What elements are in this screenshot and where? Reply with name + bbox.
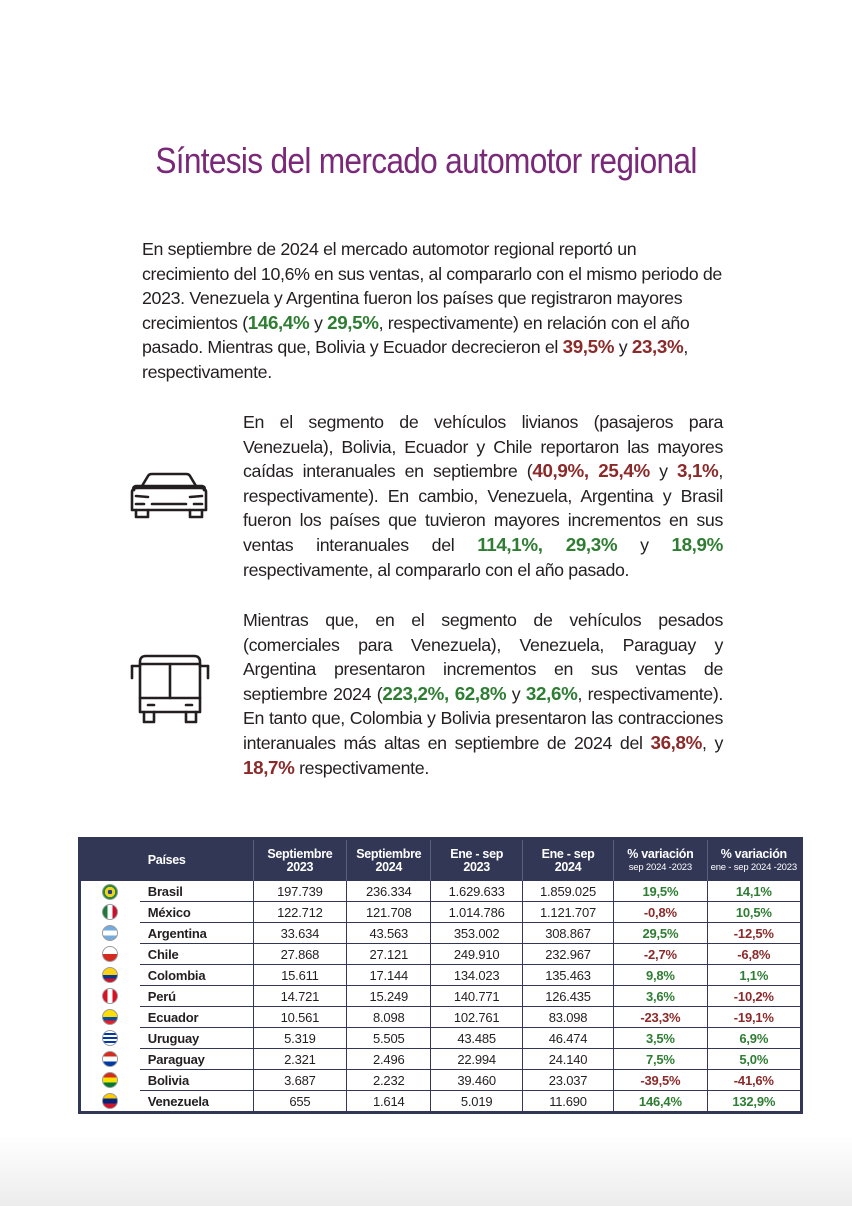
flag-icon bbox=[102, 1051, 118, 1067]
country-cell: México bbox=[140, 902, 253, 923]
country-cell: Perú bbox=[140, 986, 253, 1007]
header-label: 2023 bbox=[286, 859, 314, 874]
table-row bbox=[80, 1007, 802, 1028]
table-row bbox=[80, 986, 802, 1007]
variation-sep-cell: 146,4% bbox=[614, 1091, 707, 1113]
ene-sep-2024-cell: 83.098 bbox=[522, 1007, 613, 1028]
car-icon bbox=[128, 472, 210, 520]
header-label: 2024 bbox=[554, 859, 582, 874]
heavy-text: y bbox=[506, 683, 526, 704]
flag-icon bbox=[102, 925, 118, 941]
flag-cell bbox=[80, 965, 140, 986]
light-text: En el segmento de vehículos livianos (pasajeros para Venezuela), Bolivia, Ecuador y Chile reportaron las mayores caídas interanuales en septiembre ( bbox=[243, 412, 723, 482]
sep-2024-cell: 121.708 bbox=[347, 902, 431, 923]
variation-ene-sep-cell: -12,5% bbox=[707, 923, 801, 944]
flag-icon bbox=[102, 967, 118, 983]
light-text: , respectivamente). En cambio, Venezuela, Argentina y Brasil fueron los países que tuvieron mayores incrementos en sus ventas interanuales del bbox=[243, 461, 723, 555]
variation-ene-sep-cell: -19,1% bbox=[707, 1007, 801, 1028]
flag-cell bbox=[80, 1070, 140, 1091]
heavy-value: 36,8% bbox=[650, 731, 702, 753]
flag-icon bbox=[102, 904, 118, 920]
flag-cell bbox=[80, 1049, 140, 1070]
flag-cell bbox=[80, 1007, 140, 1028]
flag-icon bbox=[102, 1093, 118, 1109]
variation-ene-sep-cell: -41,6% bbox=[707, 1070, 801, 1091]
table-row bbox=[80, 1070, 802, 1091]
country-cell: Paraguay bbox=[140, 1049, 253, 1070]
light-vehicles-paragraph bbox=[243, 410, 723, 582]
ene-sep-2024-cell: 23.037 bbox=[522, 1070, 613, 1091]
header-label: % variación bbox=[720, 846, 787, 861]
ene-sep-2024-cell: 135.463 bbox=[522, 965, 613, 986]
variation-sep-cell: 9,8% bbox=[614, 965, 707, 986]
light-value: 40,9%, 25,4% bbox=[532, 460, 650, 482]
variation-sep-cell: 3,6% bbox=[614, 986, 707, 1007]
flag-cell bbox=[80, 944, 140, 965]
header-sep-2023 bbox=[253, 839, 346, 882]
variation-ene-sep-cell: 5,0% bbox=[707, 1049, 801, 1070]
variation-sep-cell: 3,5% bbox=[614, 1028, 707, 1049]
table-row bbox=[80, 923, 802, 944]
ene-sep-2024-cell: 1.121.707 bbox=[522, 902, 613, 923]
sep-2023-cell: 655 bbox=[253, 1091, 346, 1113]
country-cell: Colombia bbox=[140, 965, 253, 986]
sep-2023-cell: 15.611 bbox=[253, 965, 346, 986]
sep-2024-cell: 236.334 bbox=[347, 881, 431, 902]
bus-icon bbox=[130, 654, 210, 726]
intro-paragraph bbox=[142, 237, 724, 385]
light-value: 3,1% bbox=[676, 460, 719, 482]
country-cell: Chile bbox=[140, 944, 253, 965]
header-paises: Países bbox=[140, 839, 253, 882]
variation-sep-cell: 19,5% bbox=[614, 881, 707, 902]
table-row bbox=[80, 1091, 802, 1113]
heavy-text: Mientras que, en el segmento de vehículos pesados (comerciales para Venezuela), Venezuela, Paraguay y Argentina presentaron incrementos en sus ventas de septiembre 2024 ( bbox=[243, 610, 723, 704]
table-row bbox=[80, 1028, 802, 1049]
flag-cell bbox=[80, 902, 140, 923]
light-value: 18,9% bbox=[671, 533, 723, 555]
heavy-value: 223,2%, 62,8% bbox=[382, 682, 507, 704]
intro-text: y bbox=[309, 312, 328, 333]
intro-value: 23,3% bbox=[631, 336, 684, 358]
country-cell: Brasil bbox=[140, 881, 253, 902]
country-cell: Bolivia bbox=[140, 1070, 253, 1091]
heavy-value: 18,7% bbox=[243, 756, 295, 778]
ene-sep-2024-cell: 232.967 bbox=[522, 944, 613, 965]
header-label: Septiembre bbox=[356, 846, 422, 861]
sep-2023-cell: 10.561 bbox=[253, 1007, 346, 1028]
table-row bbox=[80, 944, 802, 965]
heavy-value: 32,6% bbox=[525, 682, 578, 704]
variation-ene-sep-cell: -6,8% bbox=[707, 944, 801, 965]
page-title: Síntesis del mercado automotor regional bbox=[155, 140, 697, 181]
country-cell: Venezuela bbox=[147, 1093, 209, 1109]
sep-2023-cell: 122.712 bbox=[253, 902, 346, 923]
variation-ene-sep-cell: 6,9% bbox=[707, 1028, 801, 1049]
sep-2023-cell: 3.687 bbox=[253, 1070, 346, 1091]
sep-2024-cell: 15.249 bbox=[347, 986, 431, 1007]
ene-sep-2023-cell: 249.910 bbox=[431, 944, 522, 965]
table-row bbox=[80, 881, 802, 902]
intro-text: , respectivamente) en relación con el año pasado. Mientras que, Bolivia y Ecuador decrecieron el bbox=[142, 312, 690, 358]
header-flag bbox=[80, 839, 140, 882]
header-ene-sep-2024 bbox=[522, 839, 613, 882]
flag-cell bbox=[80, 881, 140, 902]
header-label: 2024 bbox=[375, 859, 403, 874]
flag-cell bbox=[80, 1091, 140, 1113]
ene-sep-2023-cell: 5.019 bbox=[431, 1091, 522, 1113]
country-cell: Ecuador bbox=[140, 1007, 253, 1028]
header-label: % variación bbox=[627, 846, 694, 861]
sep-2023-cell: 2.321 bbox=[253, 1049, 346, 1070]
variation-ene-sep-cell: -10,2% bbox=[707, 986, 801, 1007]
variation-ene-sep-cell: 1,1% bbox=[707, 965, 801, 986]
sep-2023-cell: 14.721 bbox=[253, 986, 346, 1007]
sales-table bbox=[78, 837, 803, 1114]
table-header bbox=[80, 839, 802, 882]
light-text: y bbox=[617, 534, 672, 555]
ene-sep-2023-cell: 1.014.786 bbox=[431, 902, 522, 923]
intro-value: 39,5% bbox=[562, 336, 615, 358]
intro-value: 146,4% bbox=[247, 311, 310, 333]
flag-cell bbox=[80, 1028, 140, 1049]
header-ene-sep-2023 bbox=[431, 839, 522, 882]
ene-sep-2024-cell: 126.435 bbox=[522, 986, 613, 1007]
flag-cell bbox=[80, 923, 140, 944]
header-sublabel: ene - sep 2024 -2023 bbox=[710, 861, 797, 873]
variation-ene-sep-cell: 14,1% bbox=[707, 881, 801, 902]
variation-sep-cell: 29,5% bbox=[614, 923, 707, 944]
ene-sep-2023-cell: 140.771 bbox=[431, 986, 522, 1007]
table-row bbox=[80, 902, 802, 923]
header-label: Ene - sep bbox=[541, 846, 595, 861]
country-cell: Argentina bbox=[140, 923, 253, 944]
flag-icon bbox=[102, 1009, 118, 1025]
ene-sep-2023-cell: 353.002 bbox=[431, 923, 522, 944]
light-text: y bbox=[649, 461, 677, 482]
flag-icon bbox=[102, 884, 118, 900]
sep-2024-cell: 43.563 bbox=[347, 923, 431, 944]
variation-sep-cell: -0,8% bbox=[614, 902, 707, 923]
flag-icon bbox=[102, 988, 118, 1004]
table-row bbox=[80, 965, 802, 986]
flag-icon bbox=[102, 1072, 118, 1088]
variation-ene-sep-cell: 132,9% bbox=[707, 1091, 801, 1113]
light-value: 114,1%, 29,3% bbox=[477, 533, 618, 555]
flag-icon bbox=[102, 1030, 118, 1046]
sep-2023-cell: 197.739 bbox=[253, 881, 346, 902]
header-label: Septiembre bbox=[267, 846, 333, 861]
sep-2023-cell: 5.319 bbox=[253, 1028, 346, 1049]
sep-2024-cell: 1.614 bbox=[347, 1091, 431, 1113]
country-cell: Uruguay bbox=[140, 1028, 253, 1049]
page-bottom-shade bbox=[0, 1136, 852, 1206]
ene-sep-2023-cell: 39.460 bbox=[431, 1070, 522, 1091]
intro-text: , respectivamente. bbox=[142, 337, 688, 382]
intro-value: 29,5% bbox=[327, 311, 379, 333]
variation-sep-cell: -23,3% bbox=[614, 1007, 707, 1028]
ene-sep-2023-cell: 134.023 bbox=[431, 965, 522, 986]
light-text: respectivamente, al compararlo con el año pasado. bbox=[243, 559, 630, 580]
sep-2024-cell: 2.232 bbox=[347, 1070, 431, 1091]
header-label: 2023 bbox=[463, 859, 490, 874]
table-body bbox=[80, 881, 802, 1113]
header-variation-sep bbox=[614, 839, 707, 882]
sep-2024-cell: 5.505 bbox=[347, 1028, 431, 1049]
sep-2024-cell: 8.098 bbox=[347, 1007, 431, 1028]
variation-sep-cell: -2,7% bbox=[614, 944, 707, 965]
intro-text: En septiembre de 2024 el mercado automotor regional reportó un crecimiento del 10,6% en sus ventas, al compararlo con el mismo periodo de 2023. Venezuela y Argentina fueron los países que registraron mayores crecimientos ( bbox=[142, 239, 722, 333]
intro-text: y bbox=[614, 337, 632, 358]
ene-sep-2024-cell: 1.859.025 bbox=[522, 881, 613, 902]
heavy-text: respectivamente. bbox=[294, 757, 429, 778]
header-sublabel: sep 2024 -2023 bbox=[628, 861, 692, 873]
sep-2024-cell: 17.144 bbox=[347, 965, 431, 986]
variation-sep-cell: -39,5% bbox=[614, 1070, 707, 1091]
sep-2024-cell: 27.121 bbox=[347, 944, 431, 965]
sep-2024-cell: 2.496 bbox=[347, 1049, 431, 1070]
heavy-vehicles-paragraph bbox=[243, 608, 723, 780]
ene-sep-2023-cell: 43.485 bbox=[431, 1028, 522, 1049]
ene-sep-2024-cell: 24.140 bbox=[522, 1049, 613, 1070]
header-sep-2024 bbox=[347, 839, 431, 882]
variation-ene-sep-cell: 10,5% bbox=[707, 902, 801, 923]
ene-sep-2024-cell: 308.867 bbox=[522, 923, 613, 944]
flag-icon bbox=[102, 946, 118, 962]
ene-sep-2024-cell: 11.690 bbox=[522, 1091, 613, 1113]
ene-sep-2023-cell: 1.629.633 bbox=[431, 881, 522, 902]
flag-cell bbox=[80, 986, 140, 1007]
sep-2023-cell: 27.868 bbox=[253, 944, 346, 965]
sep-2023-cell: 33.634 bbox=[253, 923, 346, 944]
heavy-text: , respectivamente). En tanto que, Colombia y Bolivia presentaron las contracciones interanuales más altas en septiembre de 2024 del bbox=[243, 683, 723, 753]
ene-sep-2023-cell: 102.761 bbox=[431, 1007, 522, 1028]
variation-sep-cell: 7,5% bbox=[614, 1049, 707, 1070]
heavy-text: , y bbox=[701, 732, 723, 753]
ene-sep-2023-cell: 22.994 bbox=[431, 1049, 522, 1070]
header-label: Ene - sep bbox=[450, 846, 504, 861]
table-row bbox=[80, 1049, 802, 1070]
ene-sep-2024-cell: 46.474 bbox=[522, 1028, 613, 1049]
header-variation-ene-sep bbox=[707, 839, 801, 882]
